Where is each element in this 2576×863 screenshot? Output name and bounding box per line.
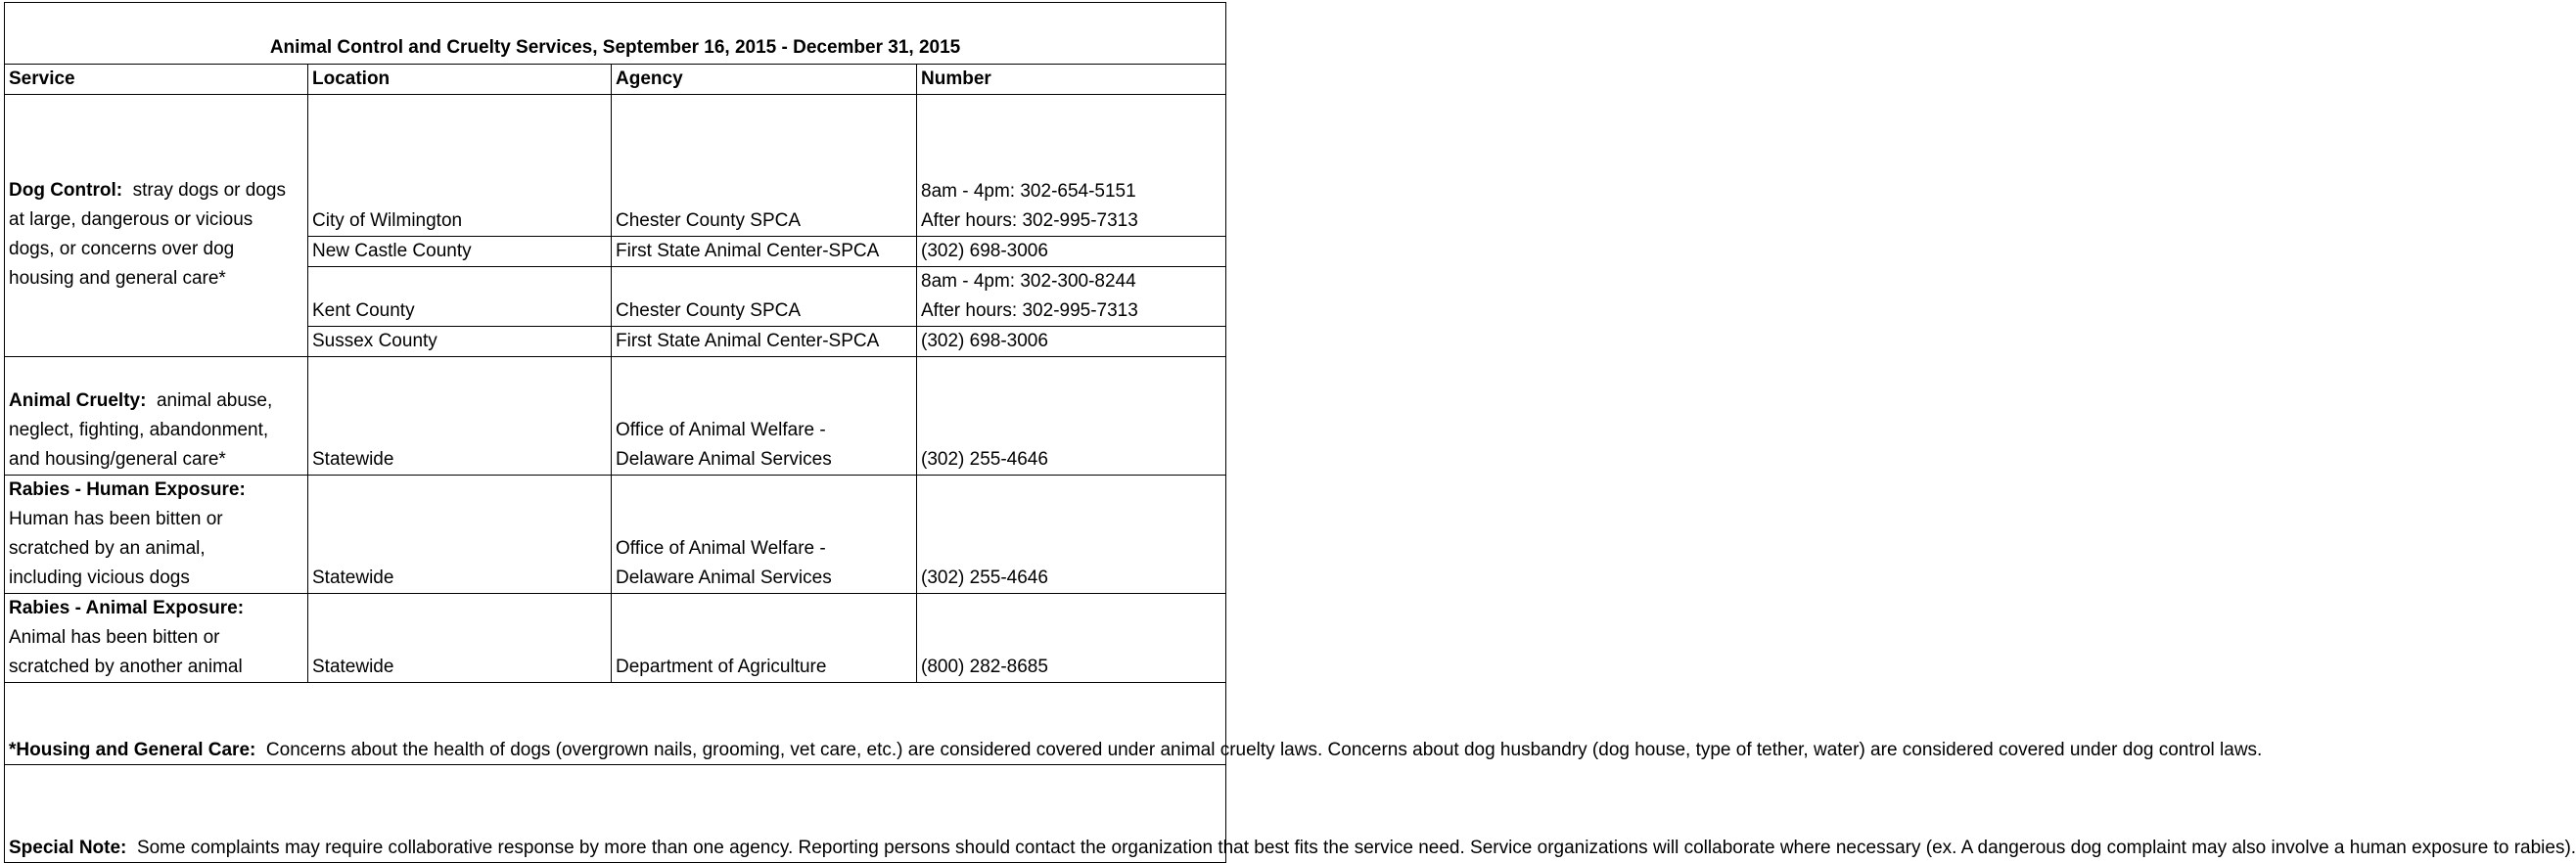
service-rabies-animal: [5, 594, 308, 683]
service-dog-control: [5, 95, 308, 357]
number-cell: (800) 282-8685: [917, 594, 1226, 683]
number-cell: (302) 255-4646: [917, 476, 1226, 594]
phone-number: 8am - 4pm: 302-654-5151: [921, 181, 1136, 202]
location-cell: New Castle County: [308, 237, 612, 267]
service-label: Dog Control:: [9, 180, 123, 201]
agency-cell: Chester County SPCA: [612, 95, 917, 237]
location-cell: Kent County: [308, 267, 612, 327]
agency-cell: Department of Agriculture: [612, 594, 917, 683]
title-row: [5, 3, 1226, 65]
header-number: Number: [917, 65, 1226, 95]
agency-name: Delaware Animal Services: [616, 568, 832, 588]
service-label: Animal Cruelty:: [9, 390, 147, 411]
agency-name: Office of Animal Welfare -: [616, 538, 826, 559]
number-cell: [917, 267, 1226, 327]
agency-name: Delaware Animal Services: [616, 449, 832, 470]
service-description: dogs, or concerns over dog: [9, 239, 235, 259]
service-description: Human has been bitten or: [9, 509, 223, 529]
note-text: Some complaints may require collaborative response by more than one agency. Reporting persons should contact the organization that best fits the service need. Service organizations will collaborate where necessary (ex. A dangerous dog complaint may also involve a human exposure to rabies).: [136, 838, 2576, 858]
phone-number: After hours: 302-995-7313: [921, 210, 1138, 231]
service-description: stray dogs or dogs: [132, 180, 286, 201]
service-description: animal abuse,: [156, 390, 273, 411]
location-cell: Statewide: [308, 594, 612, 683]
header-location: Location: [308, 65, 612, 95]
service-animal-cruelty: [5, 357, 308, 476]
table-row: [5, 476, 1226, 594]
table-row: [5, 95, 1226, 237]
agency-cell: [612, 476, 917, 594]
service-description: housing and general care*: [9, 268, 226, 289]
header-agency: Agency: [612, 65, 917, 95]
table-title: Animal Control and Cruelty Services, September 16, 2015 - December 31, 2015: [5, 3, 1226, 65]
table-row: [5, 594, 1226, 683]
header-service: Service: [5, 65, 308, 95]
note-text: Concerns about the health of dogs (overgrown nails, grooming, vet care, etc.) are considered covered under animal cruelty laws. Concerns about dog husbandry (dog house, type of tether, water) are considered covered under dog control laws.: [265, 740, 2263, 760]
service-description: Animal has been bitten or: [9, 627, 220, 648]
service-description: and housing/general care*: [9, 449, 226, 470]
number-cell: (302) 698-3006: [917, 327, 1226, 357]
service-label: Rabies - Animal Exposure:: [9, 598, 245, 618]
agency-cell: [612, 357, 917, 476]
special-note-row: [5, 765, 1226, 863]
housing-note: [5, 683, 2263, 765]
header-row: [5, 65, 1226, 95]
number-cell: (302) 255-4646: [917, 357, 1226, 476]
services-table: [4, 2, 2576, 863]
service-description: at large, dangerous or vicious: [9, 209, 253, 230]
agency-cell: First State Animal Center-SPCA: [612, 237, 917, 267]
phone-number: 8am - 4pm: 302-300-8244: [921, 271, 1136, 292]
location-cell: Statewide: [308, 476, 612, 594]
housing-note-row: [5, 683, 1226, 765]
phone-number: After hours: 302-995-7313: [921, 300, 1138, 321]
number-cell: [917, 95, 1226, 237]
agency-name: Office of Animal Welfare -: [616, 420, 826, 440]
note-label: *Housing and General Care:: [9, 740, 256, 760]
agency-cell: Chester County SPCA: [612, 267, 917, 327]
location-cell: Statewide: [308, 357, 612, 476]
service-description: including vicious dogs: [9, 568, 190, 588]
service-label: Rabies - Human Exposure:: [9, 479, 246, 500]
service-description: scratched by another animal: [9, 657, 243, 677]
location-cell: City of Wilmington: [308, 95, 612, 237]
note-label: Special Note:: [9, 838, 127, 858]
agency-cell: First State Animal Center-SPCA: [612, 327, 917, 357]
service-rabies-human: [5, 476, 308, 594]
table-row: [5, 357, 1226, 476]
service-description: scratched by an animal,: [9, 538, 206, 559]
special-note: [5, 765, 2576, 863]
number-cell: (302) 698-3006: [917, 237, 1226, 267]
service-description: neglect, fighting, abandonment,: [9, 420, 269, 440]
location-cell: Sussex County: [308, 327, 612, 357]
